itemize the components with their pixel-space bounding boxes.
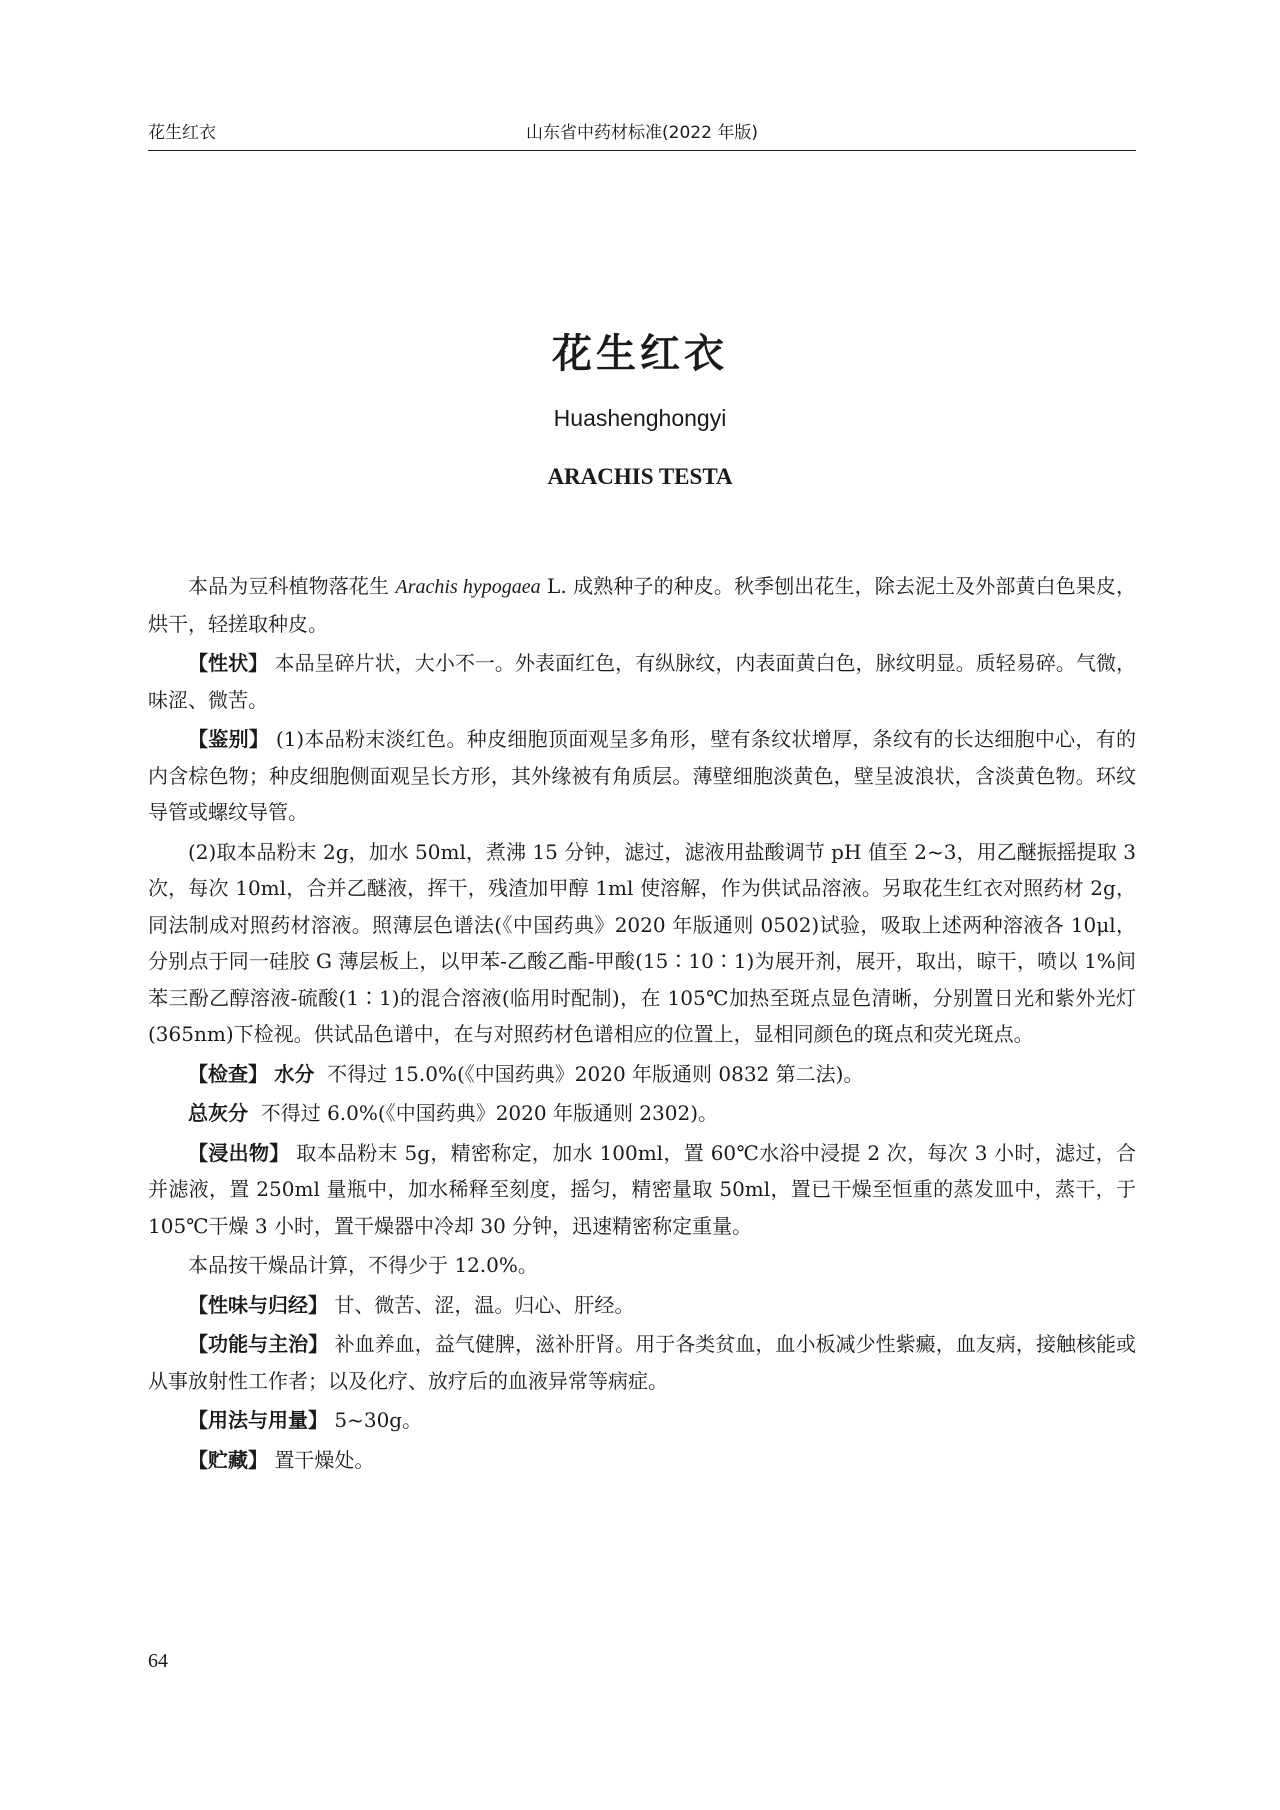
section-text: 不得过 6.0%(《中国药典》2020 年版通则 2302)。 [260,1101,719,1125]
section-text: 本品呈碎片状，大小不一。外表面红色，有纵脉纹，内表面黄白色，脉纹明显。质轻易碎。气微，味涩、微苦。 [148,651,1137,712]
section-jinchuwu [148,1135,1136,1245]
page-number: 64 [148,1650,168,1672]
section-xingwei [148,1287,1136,1324]
monograph-body [148,568,1136,1481]
header-left: 花生红衣 [148,123,216,143]
section-text: 置干燥处。 [274,1447,375,1472]
subsection-label: 总灰分 [188,1101,248,1125]
pinyin-name: Huashenghongyi [553,405,727,431]
section-label: 【用法与用量】 [188,1408,328,1432]
section-label: 【鉴别】 [188,727,270,751]
source-paragraph [148,568,1136,642]
section-text: (1)本品粉末淡红色。种皮细胞顶面观呈多角形，壁有条纹状增厚，条纹有的长达细胞中心，有的内含棕色物；种皮细胞侧面观呈长方形，其外缘被有角质层。薄壁细胞淡黄色，壁呈波浪状，含淡黄色物。环纹导管或螺纹导管。 [148,727,1136,824]
section-jianbie [148,721,1136,831]
page-title: 花生红衣 [552,331,728,377]
running-header [148,118,1136,148]
header-rule [148,150,1136,151]
section-gongneng [148,1326,1136,1399]
section-zhucang [148,1442,1136,1479]
subsection-label: 水分 [274,1061,315,1086]
section-text: 补血养血，益气健脾，滋补肝肾。用于各类贫血，血小板减少性紫癜，血友病，接触核能或从事放射性工作者；以及化疗、放疗后的血液异常等病症。 [148,1332,1137,1393]
latin-name: ARACHIS TESTA [547,464,733,489]
section-text: 取本品粉末 5g，精密称定，加水 100ml，置 60℃水浴中浸提 2 次，每次 3 小时，滤过，合并滤液，置 250ml 量瓶中，加水稀释至刻度，摇匀，精密量取 50ml，置已干燥至恒重的蒸发皿中，蒸干，于 105℃干燥 3 小时，置干燥器中冷却 30 分钟，迅速精密称定重量。 [148,1140,1137,1238]
section-label: 【贮藏】 [188,1447,268,1472]
section-label: 【检查】 [188,1061,268,1086]
section-jianbie-2 [148,834,1136,1053]
section-xingzhuang [148,645,1136,718]
section-jinchuwu-2 [148,1247,1136,1284]
section-text: 本品按干燥品计算，不得少于 12.0%。 [188,1253,538,1277]
section-jiancha [148,1056,1136,1093]
section-yongfa [148,1402,1136,1439]
section-text: (2)取本品粉末 2g，加水 50ml，煮沸 15 分钟，滤过，滤液用盐酸调节 pH 值至 2~3，用乙醚振摇提取 3 次，每次 10ml，合并乙醚液，挥干，残渣加甲醇 1ml 使溶解，作为供试品溶液。另取花生红衣对照药材 2g，同法制成对照药材溶液。照薄层色谱法(《中国药典》2020 年版通则 0502)试验，吸取上述两种溶液各 10μl，分别点于同一硅胶 G 薄层板上，以甲苯-乙酸乙酯-甲酸(15∶10∶1)为展开剂，展开，取出，晾干，喷以 1%间苯三酚乙醇溶液-硫酸(1∶1)的混合溶液(临用时配制)，在 105℃加热至斑点显色清晰，分别置日光和紫外光灯(365nm)下检视。供试品色谱中，在与对照药材色谱相应的位置上，显相同颜色的斑点和荧光斑点。 [148,839,1136,1046]
source-after: L. 成熟种子的种皮。秋季刨出花生，除去泥土及外部黄白色果皮，烘干，轻搓取种皮。 [148,574,1136,636]
species-name: Arachis hypogaea [395,576,541,598]
section-label: 【浸出物】 [188,1140,290,1165]
header-center: 山东省中药材标准(2022 年版) [526,123,758,143]
section-huifen [148,1095,1136,1132]
section-label: 【功能与主治】 [188,1332,329,1356]
section-label: 【性味与归经】 [188,1292,328,1317]
section-label: 【性状】 [188,651,269,675]
section-text: 甘、微苦、涩，温。归心、肝经。 [334,1292,635,1317]
section-text: 不得过 15.0%(《中国药典》2020 年版通则 0832 第二法)。 [327,1061,864,1086]
section-text: 5~30g。 [334,1408,423,1432]
source-before: 本品为豆科植物落花生 [188,574,396,598]
